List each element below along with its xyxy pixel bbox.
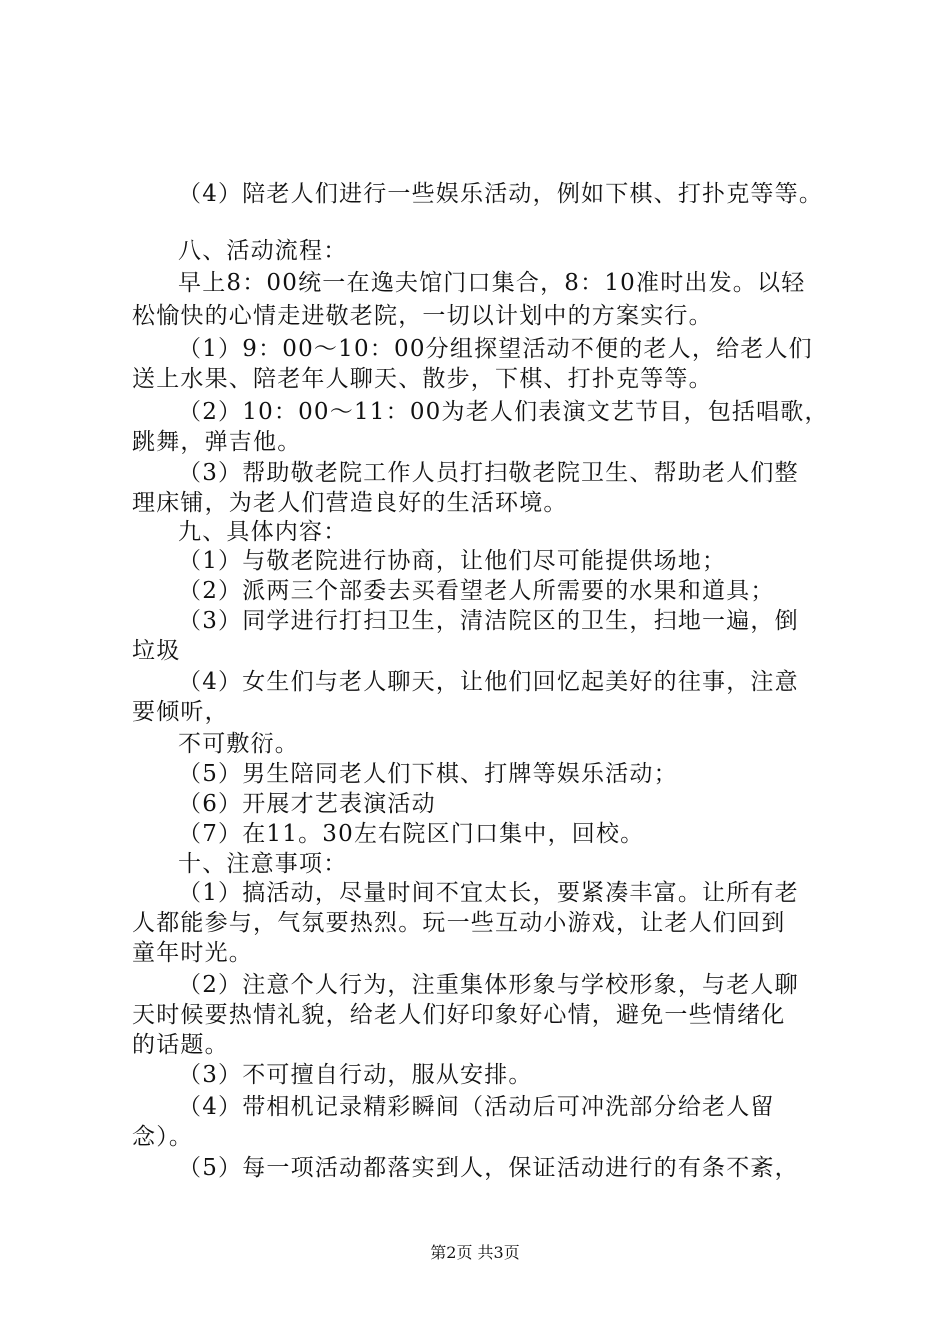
paragraph-line: （4）陪老人们进行一些娱乐活动，例如下棋、打扑克等等。 <box>178 181 824 207</box>
paragraph-line: 不可敷衍。 <box>178 731 299 757</box>
paragraph-line: （6）开展才艺表演活动 <box>178 791 436 817</box>
paragraph-line: 垃圾 <box>132 638 181 664</box>
paragraph-line: （5）男生陪同老人们下棋、打牌等娱乐活动； <box>178 761 678 787</box>
paragraph-line: （2）注意个人行为，注重集体形象与学校形象，与老人聊 <box>178 972 799 998</box>
page-footer: 第2页 共3页 <box>430 1243 520 1262</box>
paragraph-line: 理床铺，为老人们营造良好的生活环境。 <box>132 490 568 516</box>
paragraph-line: 的话题。 <box>132 1032 229 1058</box>
paragraph-line: （1）搞活动，尽量时间不宜太长，要紧凑丰富。让所有老 <box>178 880 799 906</box>
paragraph-line: （4）女生们与老人聊天，让他们回忆起美好的往事，注意 <box>178 669 799 695</box>
paragraph-line: 人都能参与，气氛要热烈。玩一些互动小游戏，让老人们回到 <box>132 910 786 936</box>
paragraph-line: （3）同学进行打扫卫生，清洁院区的卫生，扫地一遍，倒 <box>178 608 799 634</box>
paragraph-line: （2）10：00～11：00为老人们表演文艺节目，包括唱歌， <box>178 399 829 425</box>
paragraph-line: （3）不可擅自行动，服从安排。 <box>178 1062 533 1088</box>
paragraph-line: 松愉快的心情走进敬老院，一切以计划中的方案实行。 <box>132 303 713 329</box>
section-heading: 九、具体内容： <box>178 519 348 545</box>
section-heading: 八、活动流程： <box>178 238 348 264</box>
paragraph-line: 念）。 <box>132 1124 194 1150</box>
paragraph-line: 童年时光。 <box>132 940 253 966</box>
paragraph-line: （4）带相机记录精彩瞬间（活动后可冲洗部分给老人留 <box>178 1094 775 1120</box>
paragraph-line: 跳舞，弹吉他。 <box>132 429 302 455</box>
paragraph-line: 送上水果、陪老年人聊天、散步，下棋、打扑克等等。 <box>132 366 713 392</box>
paragraph-line: （3）帮助敬老院工作人员打扫敬老院卫生、帮助老人们整 <box>178 460 799 486</box>
paragraph-line: 早上8：00统一在逸夫馆门口集合，8：10准时出发。以轻 <box>178 270 806 296</box>
paragraph-line: 天时候要热情礼貌，给老人们好印象好心情，避免一些情绪化 <box>132 1002 786 1028</box>
paragraph-line: （2）派两三个部委去买看望老人所需要的水果和道具； <box>178 578 775 604</box>
paragraph-line: （1）与敬老院进行协商，让他们尽可能提供场地； <box>178 548 727 574</box>
section-heading: 十、注意事项： <box>178 851 348 877</box>
paragraph-line: （7）在11。30左右院区门口集中，回校。 <box>178 821 645 847</box>
paragraph-line: 要倾听， <box>132 699 229 725</box>
paragraph-line: （1）9：00～10：00分组探望活动不便的老人，给老人们 <box>178 336 813 362</box>
paragraph-line: （5）每一项活动都落实到人，保证活动进行的有条不紊， <box>178 1155 799 1181</box>
